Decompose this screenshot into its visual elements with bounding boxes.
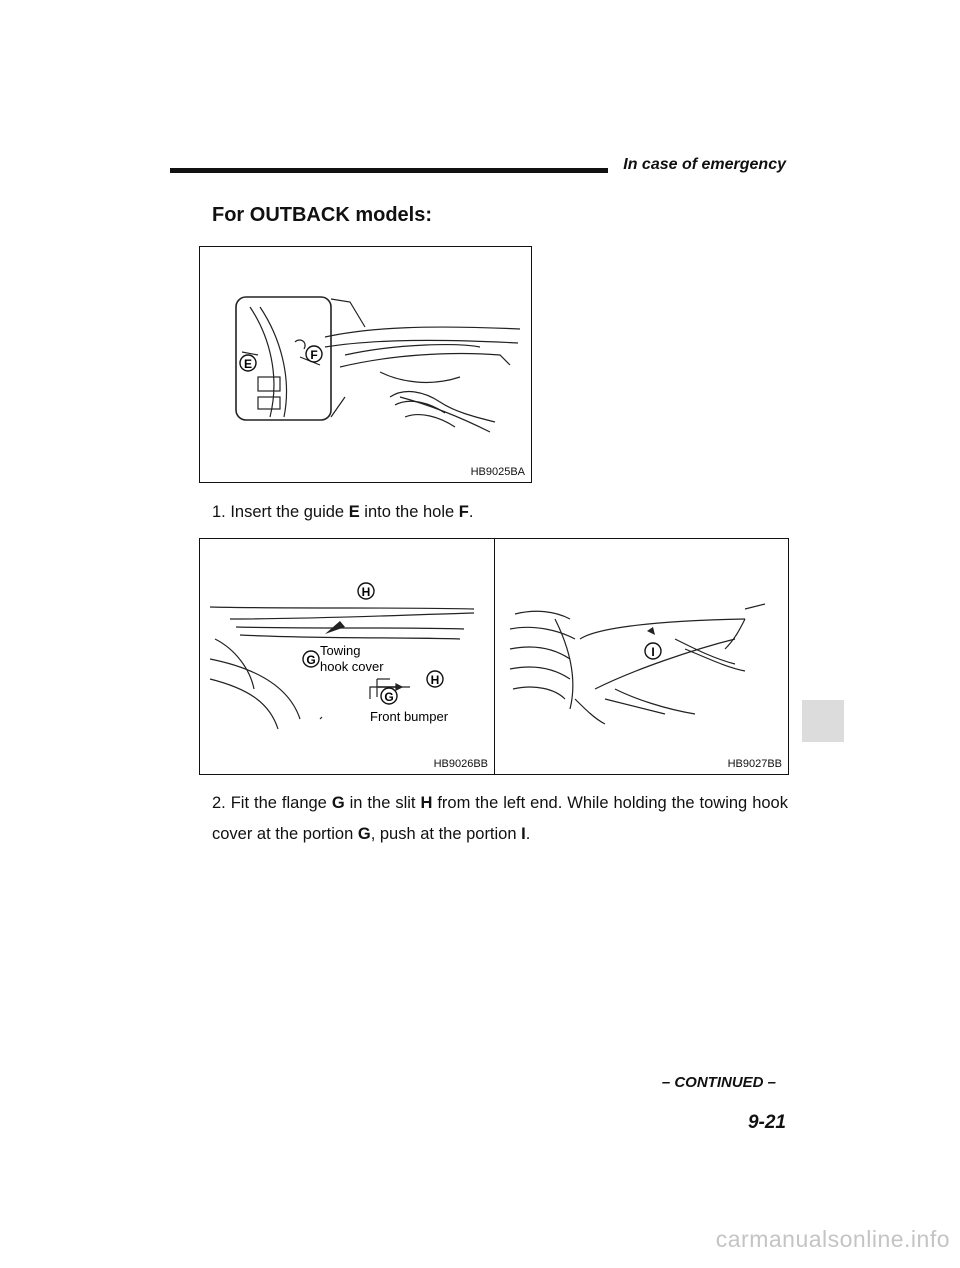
svg-text:F: F: [310, 348, 318, 362]
illustration-flange-fit: [200, 539, 494, 774]
label-h-marker: [427, 671, 443, 687]
section-title: For OUTBACK models:: [212, 204, 432, 226]
step-2-text: 2. Fit the flange: [212, 794, 332, 812]
step-2-key-g: G: [331, 794, 345, 812]
figure-code: HB9025BA: [470, 466, 525, 478]
running-header: In case of emergency: [623, 156, 786, 173]
watermark: [0, 1226, 960, 1253]
label-h-marker: [358, 583, 374, 599]
label-e-marker: [240, 355, 256, 371]
figure-group: [199, 538, 789, 775]
chapter-tab: [802, 700, 844, 742]
step-2-text: , push at the portion: [370, 825, 522, 843]
label-front-bumper: Front bumper: [370, 709, 449, 724]
step-1-text: into the hole: [359, 503, 459, 521]
watermark-text: carmanualsonline.info: [715, 1226, 950, 1252]
label-g-marker: [381, 688, 397, 704]
svg-text:I: I: [651, 645, 655, 659]
page-number: 9-21: [747, 1112, 786, 1133]
label-f-marker: [306, 346, 322, 362]
label-g-marker: [303, 651, 319, 667]
svg-text:H: H: [361, 585, 371, 599]
label-hook-cover: hook cover: [320, 659, 384, 674]
svg-text:E: E: [243, 357, 253, 371]
svg-text:G: G: [306, 653, 316, 667]
figure-hb9025ba: [199, 246, 532, 483]
step-2-key-h: H: [420, 794, 433, 812]
step-1-text: .: [468, 503, 474, 521]
step-1: [212, 497, 473, 528]
label-i-marker: [645, 643, 661, 659]
step-2-key-i: I: [521, 825, 526, 843]
step-2-text: from the left end. While holding the towing hook cover at the portion: [212, 794, 788, 843]
arrow-icon: [647, 627, 655, 635]
illustration-push-cover: [495, 539, 788, 774]
illustration-guide-insertion: [200, 247, 531, 482]
step-1-key-f: F: [458, 503, 469, 521]
step-2-text: in the slit: [344, 794, 421, 812]
step-2-text: .: [525, 825, 531, 843]
label-towing: Towing: [320, 643, 361, 658]
figure-hb9027bb: [495, 539, 788, 774]
figure-code: HB9027BB: [727, 758, 782, 770]
step-1-key-e: E: [348, 503, 360, 521]
figure-hb9026bb: [200, 539, 494, 774]
step-2-key-g: G: [357, 825, 371, 843]
svg-text:H: H: [430, 673, 440, 687]
figure-code: HB9026BB: [433, 758, 488, 770]
svg-text:G: G: [384, 690, 394, 704]
continued-label: – CONTINUED –: [661, 1074, 776, 1091]
step-2: [212, 788, 788, 850]
step-1-text: 1. Insert the guide: [212, 503, 349, 521]
header-rule: [170, 168, 608, 173]
